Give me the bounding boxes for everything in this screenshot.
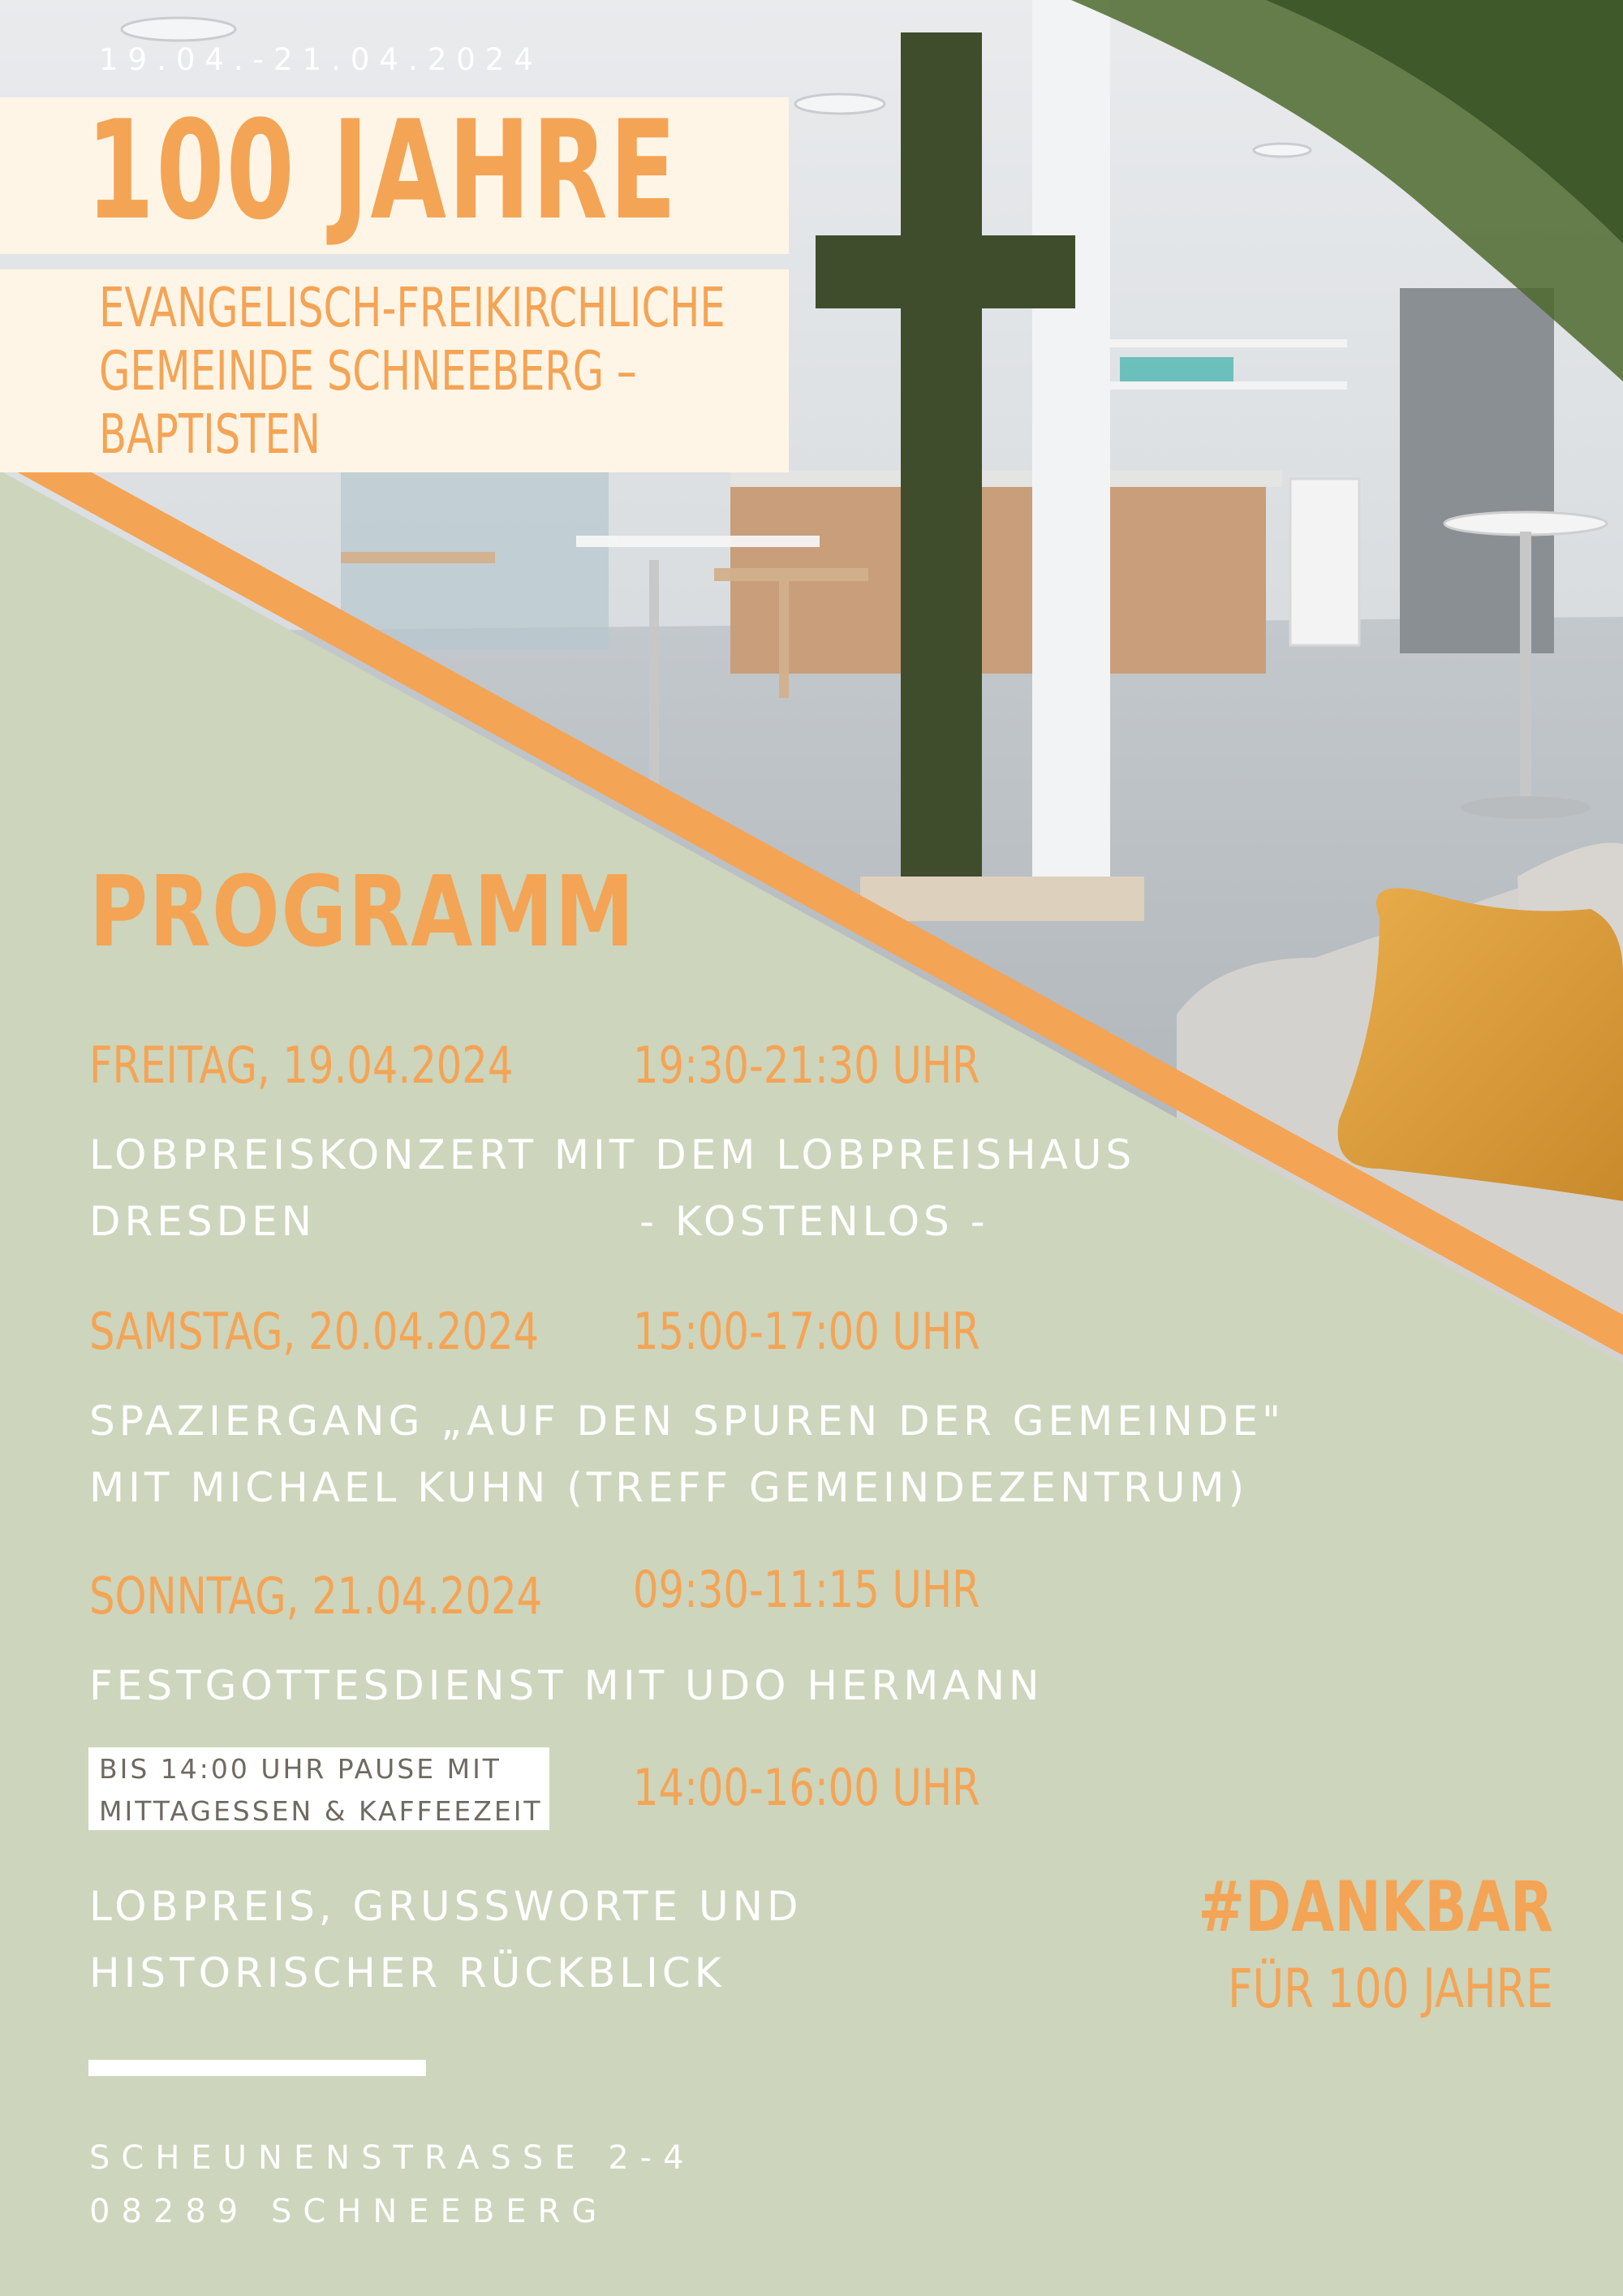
event-day-saturday: SAMSTAG, 20.04.2024 xyxy=(89,1302,540,1361)
page-title: 100 JAHRE xyxy=(86,91,678,250)
event-time-sunday: 09:30-11:15 UHR xyxy=(633,1560,980,1619)
church-name-line-3: BAPTISTEN xyxy=(99,403,321,466)
event-desc-friday-line-2: DRESDEN xyxy=(89,1198,316,1245)
event-desc-saturday-line-2: MIT MICHAEL KUHN (TREFF GEMEINDEZENTRUM) xyxy=(89,1464,1249,1511)
address xyxy=(89,2131,695,2238)
church-name-line-1: EVANGELISCH-FREIKIRCHLICHE xyxy=(99,276,725,339)
church-name xyxy=(99,276,725,466)
event-desc-friday-line-1: LOBPREISKONZERT MIT DEM LOBPREISHAUS xyxy=(89,1131,1136,1178)
slogan-hashtag: #DANKBAR xyxy=(1198,1867,1553,1948)
event-desc-saturday-line-1: SPAZIERGANG „AUF DEN SPUREN DER GEMEINDE" xyxy=(89,1398,1285,1445)
afternoon-desc-line-2: HISTORISCHER RÜCKBLICK xyxy=(89,1949,725,1997)
afternoon-time: 14:00-16:00 UHR xyxy=(633,1758,980,1817)
event-price-friday: - KOSTENLOS - xyxy=(639,1198,989,1245)
address-street: SCHEUNENSTRASSE 2-4 xyxy=(89,2139,695,2177)
event-time-saturday: 15:00-17:00 UHR xyxy=(633,1302,980,1361)
address-city: 08289 SCHNEEBERG xyxy=(89,2193,609,2230)
event-day-sunday: SONNTAG, 21.04.2024 xyxy=(89,1566,543,1626)
break-note xyxy=(99,1748,543,1833)
divider-line xyxy=(88,2060,426,2076)
event-desc-sunday: FESTGOTTESDIENST MIT UDO HERMANN xyxy=(89,1662,1044,1709)
break-note-line-1: BIS 14:00 UHR PAUSE MIT xyxy=(99,1753,502,1785)
afternoon-desc-line-1: LOBPREIS, GRUSSWORTE UND xyxy=(89,1883,803,1930)
program-heading: PROGRAMM xyxy=(89,856,636,969)
church-name-line-2: GEMEINDE SCHNEEBERG – xyxy=(99,339,637,403)
event-day-friday: FREITAG, 19.04.2024 xyxy=(89,1036,514,1095)
break-note-line-2: MITTAGESSEN & KAFFEEZEIT xyxy=(99,1795,543,1827)
sage-background xyxy=(0,471,1623,2296)
slogan-sub: FÜR 100 JAHRE xyxy=(1228,1958,1553,2020)
date-range: 19.04.-21.04.2024 xyxy=(99,42,543,77)
event-time-friday: 19:30-21:30 UHR xyxy=(633,1036,980,1095)
